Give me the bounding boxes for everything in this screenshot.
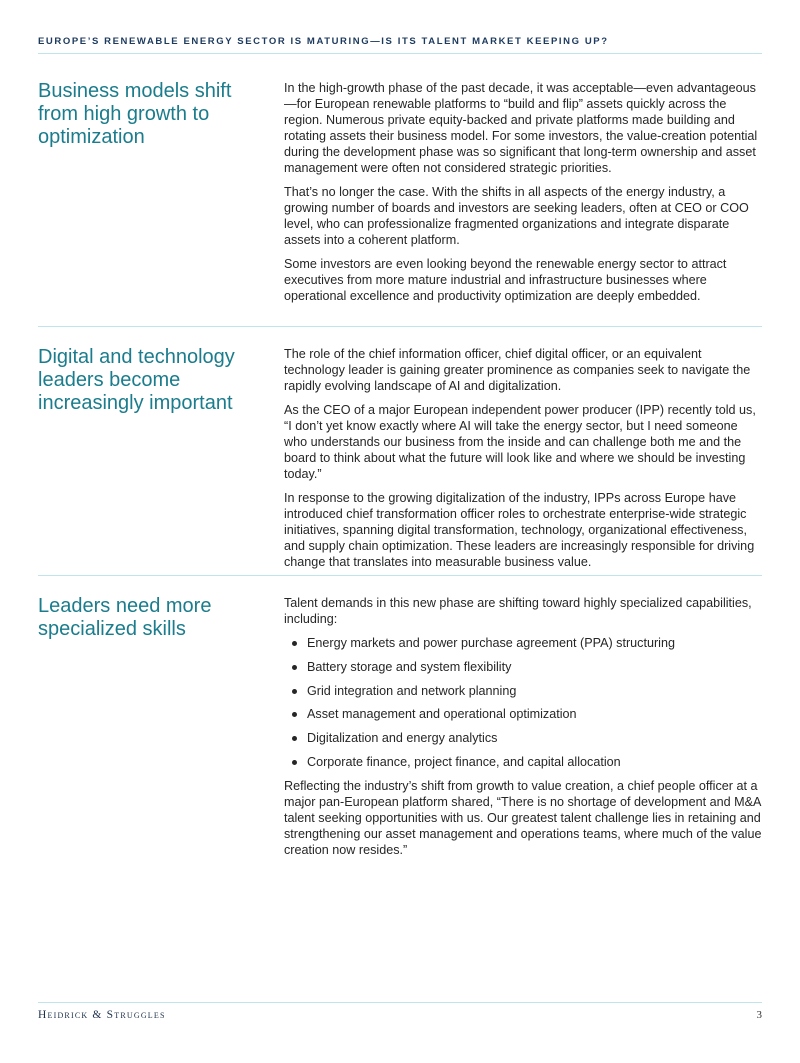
section-body: [284, 595, 762, 866]
section-heading: Leaders need more specialized skills: [38, 595, 212, 640]
paragraph: In the high-growth phase of the past decade, it was acceptable—even advantageous—for European renewable platforms to “build and flip” assets quickly across the region. Numerous private equity-backed and private platforms made building and rotating assets their business model. For some investors, the value-creation potential during the development phase was so significant that long-term ownership and asset management were often not considered strategic priorities.: [284, 81, 758, 175]
section-body: [284, 80, 762, 312]
skills-list: [284, 635, 762, 770]
list-item: Asset management and operational optimization: [284, 706, 762, 722]
footer-divider: [38, 1002, 762, 1003]
section-divider: [38, 575, 762, 576]
list-item: Grid integration and network planning: [284, 683, 762, 699]
list-item: Digitalization and energy analytics: [284, 730, 762, 746]
brand-logo: Heidrick & Struggles: [38, 1009, 166, 1021]
list-item: Energy markets and power purchase agreement (PPA) structuring: [284, 635, 762, 651]
paragraph: Talent demands in this new phase are shifting toward highly specialized capabilities, including:: [284, 596, 752, 626]
paragraph: As the CEO of a major European independent power producer (IPP) recently told us, “I don’t yet know exactly where AI will take the energy sector, but I need someone who understands our business from the inside and can challenge both me and the board to think about what the future will look like and where we should be investing today.”: [284, 403, 756, 481]
list-item: Corporate finance, project finance, and capital allocation: [284, 754, 762, 770]
section-heading: Digital and technology leaders become increasingly important: [38, 346, 235, 414]
paragraph: That’s no longer the case. With the shifts in all aspects of the energy industry, a growing number of boards and investors are seeking leaders, often at CEO or COO level, who can professionalize fragmented organizations and integrate disparate assets into a coherent platform.: [284, 185, 749, 247]
section-heading: Business models shift from high growth to optimization: [38, 80, 232, 148]
running-header: EUROPE’S RENEWABLE ENERGY SECTOR IS MATURING—IS ITS TALENT MARKET KEEPING UP?: [38, 36, 609, 47]
list-item: Battery storage and system flexibility: [284, 659, 762, 675]
section-divider: [38, 326, 762, 327]
paragraph: The role of the chief information officer, chief digital officer, or an equivalent technology leader is gaining greater prominence as companies seek to navigate the rapidly evolving landscape of AI and digitalization.: [284, 347, 751, 393]
paragraph: Reflecting the industry’s shift from growth to value creation, a chief people officer at a major pan-European platform shared, “There is no shortage of development and M&A talent seeking opportunities with us. Our greatest talent challenge lies in retaining and strengthening our asset management and operations teams, where much of the value creation now resides.”: [284, 778, 762, 857]
section-body: [284, 346, 762, 578]
page-number: 3: [756, 1009, 762, 1021]
paragraph: Some investors are even looking beyond the renewable energy sector to attract executives from more mature industrial and infrastructure businesses where operational excellence and productivity optimization are deeply embedded.: [284, 257, 727, 303]
header-divider: [38, 53, 762, 54]
paragraph: In response to the growing digitalization of the industry, IPPs across Europe have introduced chief transformation officer roles to orchestrate enterprise-wide strategic initiatives, spanning digital transformation, technology, organizational effectiveness, and supply chain optimization. These leaders are increasingly responsible for driving change that translates into measurable business value.: [284, 491, 755, 569]
